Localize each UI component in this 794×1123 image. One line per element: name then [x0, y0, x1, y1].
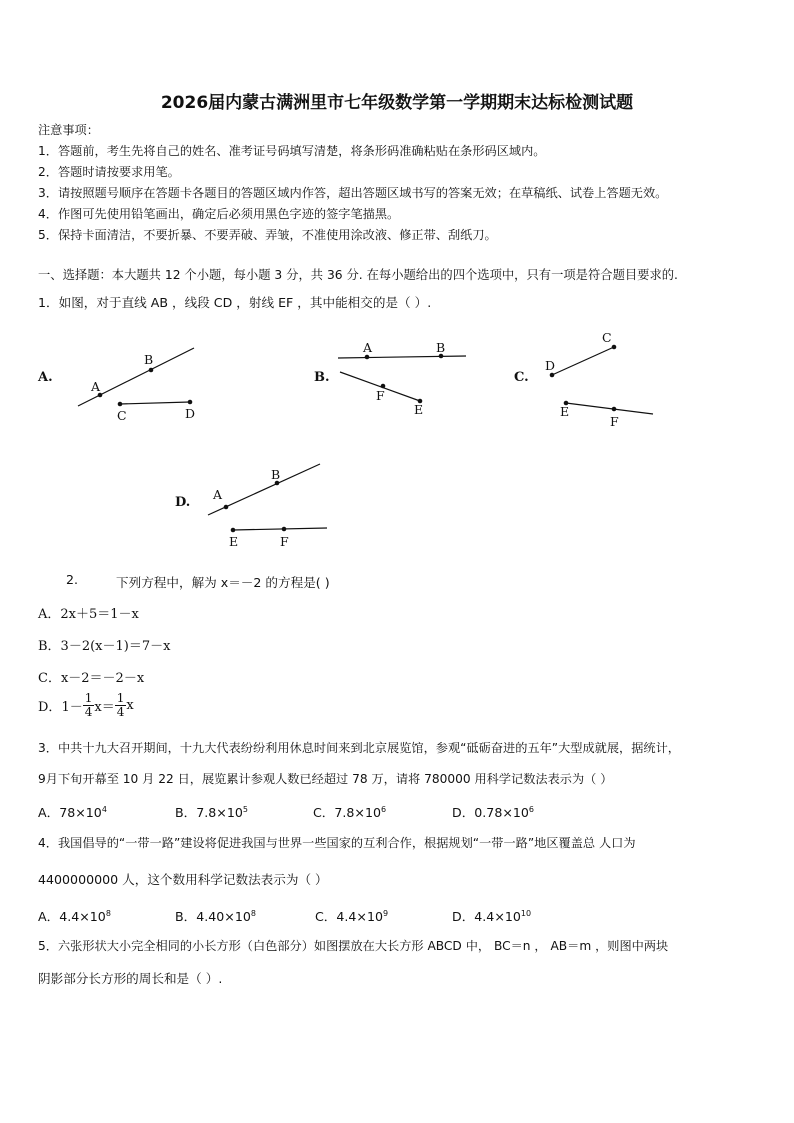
point-label: A	[213, 487, 223, 502]
point-label: E	[414, 402, 424, 417]
figure-a	[78, 348, 195, 423]
point-label: D	[185, 406, 196, 421]
point-label: C	[117, 408, 127, 423]
q4-option-d: D．$4.4\times 10^{10}$	[452, 908, 532, 924]
figure-b	[338, 340, 466, 417]
q4-option-c: C．$4.4\times 10^9$	[315, 908, 389, 924]
figure-c	[545, 330, 653, 429]
q2-option-b: B．3－2(x－1)＝7－x	[38, 639, 171, 654]
note-item: 4．作图可先使用铅笔画出，确定后必须用黑色字迹的签字笔描黑。	[38, 207, 400, 221]
q3-option-a: A．$78\times 10^4$	[38, 804, 107, 820]
q1-option-c-label: C.	[514, 370, 529, 385]
point-label: B	[144, 352, 154, 367]
q2-option-d: D．1－ $\frac{1}{4}$ x＝ $\frac{1}{4}$ x	[38, 691, 134, 719]
question-3-line-2: 9月下旬开幕至 10 月 22 日，展览累计参观人数已经超过 78 万，请将 780000 用科学记数法表示为（ ）	[38, 772, 613, 786]
q1-option-b-label: B.	[314, 370, 330, 385]
point-label: F	[376, 388, 385, 403]
q1-figures	[0, 0, 794, 560]
question-5-line-1: 5．六张形状大小完全相同的小长方形（白色部分）如图摆放在大长方形 ABCD 中， BC＝n ， AB＝m ，则图中两块	[38, 939, 669, 953]
question-2-stem: 下列方程中，解为 x＝－2 的方程是( )	[116, 575, 330, 590]
q2-option-a: A．2x＋5＝1－x	[38, 607, 139, 622]
notes-heading: 注意事项：	[38, 123, 99, 137]
question-5-line-2: 阴影部分长方形的周长和是（ ）.	[38, 971, 223, 986]
section-heading: 一、选择题：本大题共 12 个小题，每小题 3 分，共 36 分. 在每小题给出的四个选项中，只有一项是符合题目要求的.	[38, 268, 678, 282]
question-4-line-2: 4400000000 人，这个数用科学记数法表示为（ ）	[38, 872, 328, 887]
question-2-number: 2.	[66, 572, 79, 587]
page-title: 2026届内蒙古满洲里市七年级数学第一学期期末达标检测试题	[160, 93, 634, 113]
note-item: 2．答题时请按要求用笔。	[38, 165, 180, 179]
point-label: B	[436, 340, 446, 355]
figure-d	[208, 464, 327, 549]
q4-option-b: B．$4.40\times 10^8$	[175, 908, 256, 924]
q2-option-c: C．x－2＝－2－x	[38, 671, 145, 686]
point-label: E	[229, 534, 239, 549]
question-4-line-1: 4．我国倡导的“一带一路”建设将促进我国与世界一些国家的互利合作，根据规划“一带一路”地区覆盖总 人口为	[38, 836, 636, 850]
question-3-line-1: 3．中共十九大召开期间，十九大代表纷纷利用休息时间来到北京展览馆，参观“砥砺奋进的五年”大型成就展，据统计，	[38, 741, 680, 755]
point-label: A	[363, 340, 373, 355]
q3-option-c: C．$7.8\times 10^6$	[313, 804, 387, 820]
q4-option-a: A．$4.4\times 10^8$	[38, 908, 111, 924]
point-label: E	[560, 404, 570, 419]
question-1-stem: 1．如图，对于直线 AB ，线段 CD ，射线 EF ，其中能相交的是（ ）.	[38, 295, 432, 310]
point-label: F	[610, 414, 619, 429]
note-item: 3．请按照题号顺序在答题卡各题目的答题区域内作答，超出答题区域书写的答案无效；在草稿纸、试卷上答题无效。	[38, 186, 668, 200]
point-label: F	[280, 534, 289, 549]
point-label: A	[91, 379, 101, 394]
q1-option-a-label: A.	[38, 370, 53, 385]
q3-option-d: D．$0.78\times 10^6$	[452, 804, 535, 820]
note-item: 5．保持卡面清洁，不要折暴、不要弄破、弄皱，不准使用涂改液、修正带、刮纸刀。	[38, 228, 497, 242]
point-label: B	[271, 467, 281, 482]
point-label: D	[545, 358, 556, 373]
point-label: C	[602, 330, 612, 345]
note-item: 1．答题前，考生先将自己的姓名、准考证号码填写清楚，将条形码准确粘贴在条形码区域内。	[38, 144, 546, 158]
q3-option-b: B．$7.8\times 10^5$	[175, 804, 248, 820]
q1-option-d-label: D.	[175, 495, 191, 510]
